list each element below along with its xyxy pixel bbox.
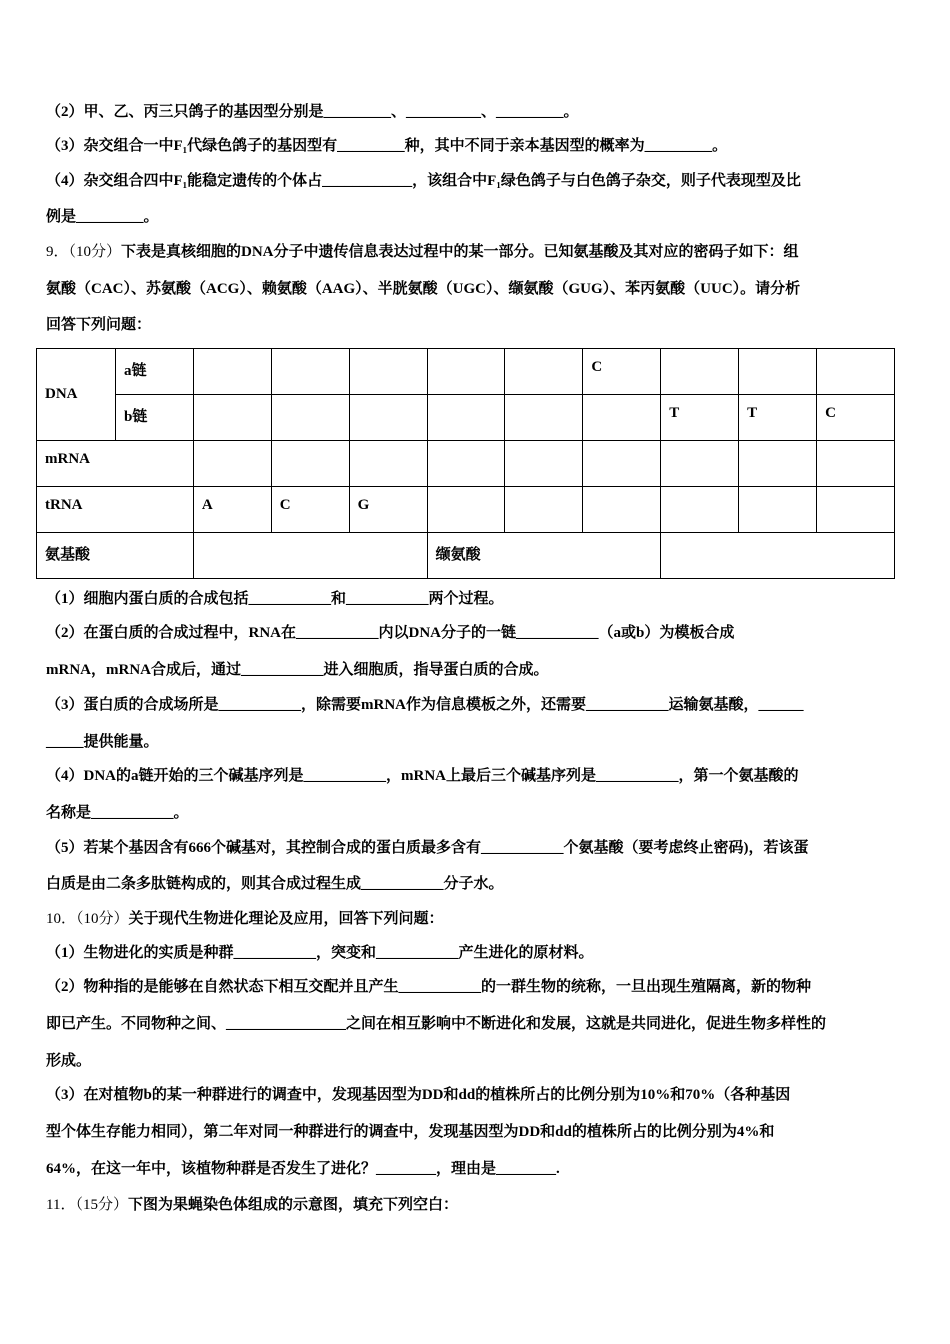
dna-table [36, 348, 895, 579]
q9-part5-line2: 白质是由二条多肽链构成的，则其合成过程生成___________分子水。 [46, 876, 504, 892]
q10-part2-line2: 即已产生。不同物种之间、________________之间在相互影响中不断进化和发展，这就是共同进化，促进生物多样性的 [46, 1016, 827, 1032]
q8-part4-line1: （4）杂交组合四中F₁能稳定遗传的个体占____________，该组合中F₁绿色鸽子与白色鸽子杂交，则子代表现型及比 [46, 173, 801, 189]
table-cell [271, 441, 349, 487]
mrna-label: mRNA [37, 441, 194, 487]
q10-intro [46, 909, 444, 929]
table-cell [661, 349, 739, 395]
q11-intro [46, 1195, 458, 1215]
q9-intro-text: 下表是真核细胞的DNA分子中遗传信息表达过程中的某一部分。已知氨基酸及其对应的密码子如下：组 [121, 244, 799, 260]
table-cell [427, 487, 505, 533]
q8-part3: （3）杂交组合一中F₁代绿色鸽子的基因型有_________种，其中不同于亲本基因型的概率为_________。 [46, 138, 728, 154]
table-cell [271, 349, 349, 395]
q9-intro-line3: 回答下列问题： [46, 317, 152, 333]
q9-intro-line1 [46, 242, 799, 262]
table-cell [661, 487, 739, 533]
q9-part1: （1）细胞内蛋白质的合成包括___________和___________两个过程。 [46, 591, 504, 607]
q11-intro-text: 下图为果蝇染色体组成的示意图，填充下列空白： [127, 1197, 458, 1213]
table-row-trna [37, 487, 895, 533]
table-row-a-chain [37, 349, 895, 395]
q10-part3-line2: 型个体生存能力相同），第二年对同一种群进行的调查中，发现基因型为DD和dd的植株所占的比例分别为4%和 [46, 1124, 775, 1140]
table-cell [349, 395, 427, 441]
q10-part1: （1）生物进化的实质是种群___________，突变和___________产生进化的原材料。 [46, 945, 594, 961]
table-cell [193, 349, 271, 395]
table-cell [427, 441, 505, 487]
table-row-mrna [37, 441, 895, 487]
table-cell [193, 395, 271, 441]
q9-intro-line2: 氨酸（CAC）、苏氨酸（ACG）、赖氨酸（AAG）、半胱氨酸（UGC）、缬氨酸（GUG）、苯丙氨酸（UUC）。请分析 [46, 281, 801, 297]
table-cell [583, 395, 661, 441]
table-cell [505, 487, 583, 533]
q9-part2-line1: （2）在蛋白质的合成过程中，RNA在___________内以DNA分子的一链___________（a或b）为模板合成 [46, 625, 735, 641]
table-cell [193, 533, 427, 579]
q9-part2-line2: mRNA，mRNA合成后，通过___________进入细胞质，指导蛋白质的合成。 [46, 662, 549, 678]
table-cell: 缬氨酸 [427, 533, 661, 579]
table-cell [817, 487, 895, 533]
table-cell [505, 395, 583, 441]
q9-part3-line1: （3）蛋白质的合成场所是___________，除需要mRNA作为信息模板之外，还需要___________运输氨基酸，______ [46, 697, 804, 713]
q10-intro-text: 关于现代生物进化理论及应用，回答下列问题： [128, 911, 444, 927]
table-cell [271, 395, 349, 441]
a-chain-label: a链 [115, 349, 193, 395]
trna-label: tRNA [37, 487, 194, 533]
q8-part2: （2）甲、乙、丙三只鸽子的基因型分别是_________、__________、_________。 [46, 104, 579, 120]
table-row-b-chain [37, 395, 895, 441]
table-cell [427, 349, 505, 395]
q10-part3-line3: 64%，在这一年中，该植物种群是否发生了进化？________，理由是________. [46, 1161, 560, 1177]
table-cell [349, 441, 427, 487]
table-cell [583, 441, 661, 487]
table-cell: C [271, 487, 349, 533]
b-chain-label: b链 [115, 395, 193, 441]
q10-number: 10．（10分） [46, 911, 129, 927]
table-cell [661, 441, 739, 487]
table-cell [427, 395, 505, 441]
table-cell [817, 441, 895, 487]
q10-part2-line3: 形成。 [46, 1053, 92, 1069]
table-cell [505, 349, 583, 395]
table-cell [739, 487, 817, 533]
q11-number: 11．（15分） [46, 1197, 128, 1213]
table-cell: A [193, 487, 271, 533]
table-cell [817, 349, 895, 395]
table-cell: T [739, 395, 817, 441]
q9-part4-line2: 名称是___________。 [46, 805, 189, 821]
table-cell [193, 441, 271, 487]
table-cell: G [349, 487, 427, 533]
amino-acid-label: 氨基酸 [37, 533, 194, 579]
table-cell [661, 533, 895, 579]
table-cell [739, 349, 817, 395]
table-cell: C [583, 349, 661, 395]
q9-part5-line1: （5）若某个基因含有666个碱基对，其控制合成的蛋白质最多含有___________个氨基酸（要考虑终止密码)，若该蛋 [46, 840, 809, 856]
table-row-amino-acid [37, 533, 895, 579]
q8-part4-line2: 例是_________。 [46, 209, 159, 225]
table-cell: T [661, 395, 739, 441]
table-cell [739, 441, 817, 487]
table-cell [505, 441, 583, 487]
q9-part3-line2: _____提供能量。 [46, 734, 159, 750]
q10-part3-line1: （3）在对植物b的某一种群进行的调查中，发现基因型为DD和dd的植株所占的比例分别为10%和70%（各种基因 [46, 1087, 791, 1103]
table-cell [349, 349, 427, 395]
dna-label: DNA [37, 349, 116, 441]
q9-number: 9．（10分） [46, 244, 122, 260]
q10-part2-line1: （2）物种指的是能够在自然状态下相互交配并且产生___________的一群生物的统称，一旦出现生殖隔离，新的物种 [46, 979, 812, 995]
q9-part4-line1: （4）DNA的a链开始的三个碱基序列是___________，mRNA上最后三个碱基序列是___________，第一个氨基酸的 [46, 768, 799, 784]
table-cell: C [817, 395, 895, 441]
table-cell [583, 487, 661, 533]
